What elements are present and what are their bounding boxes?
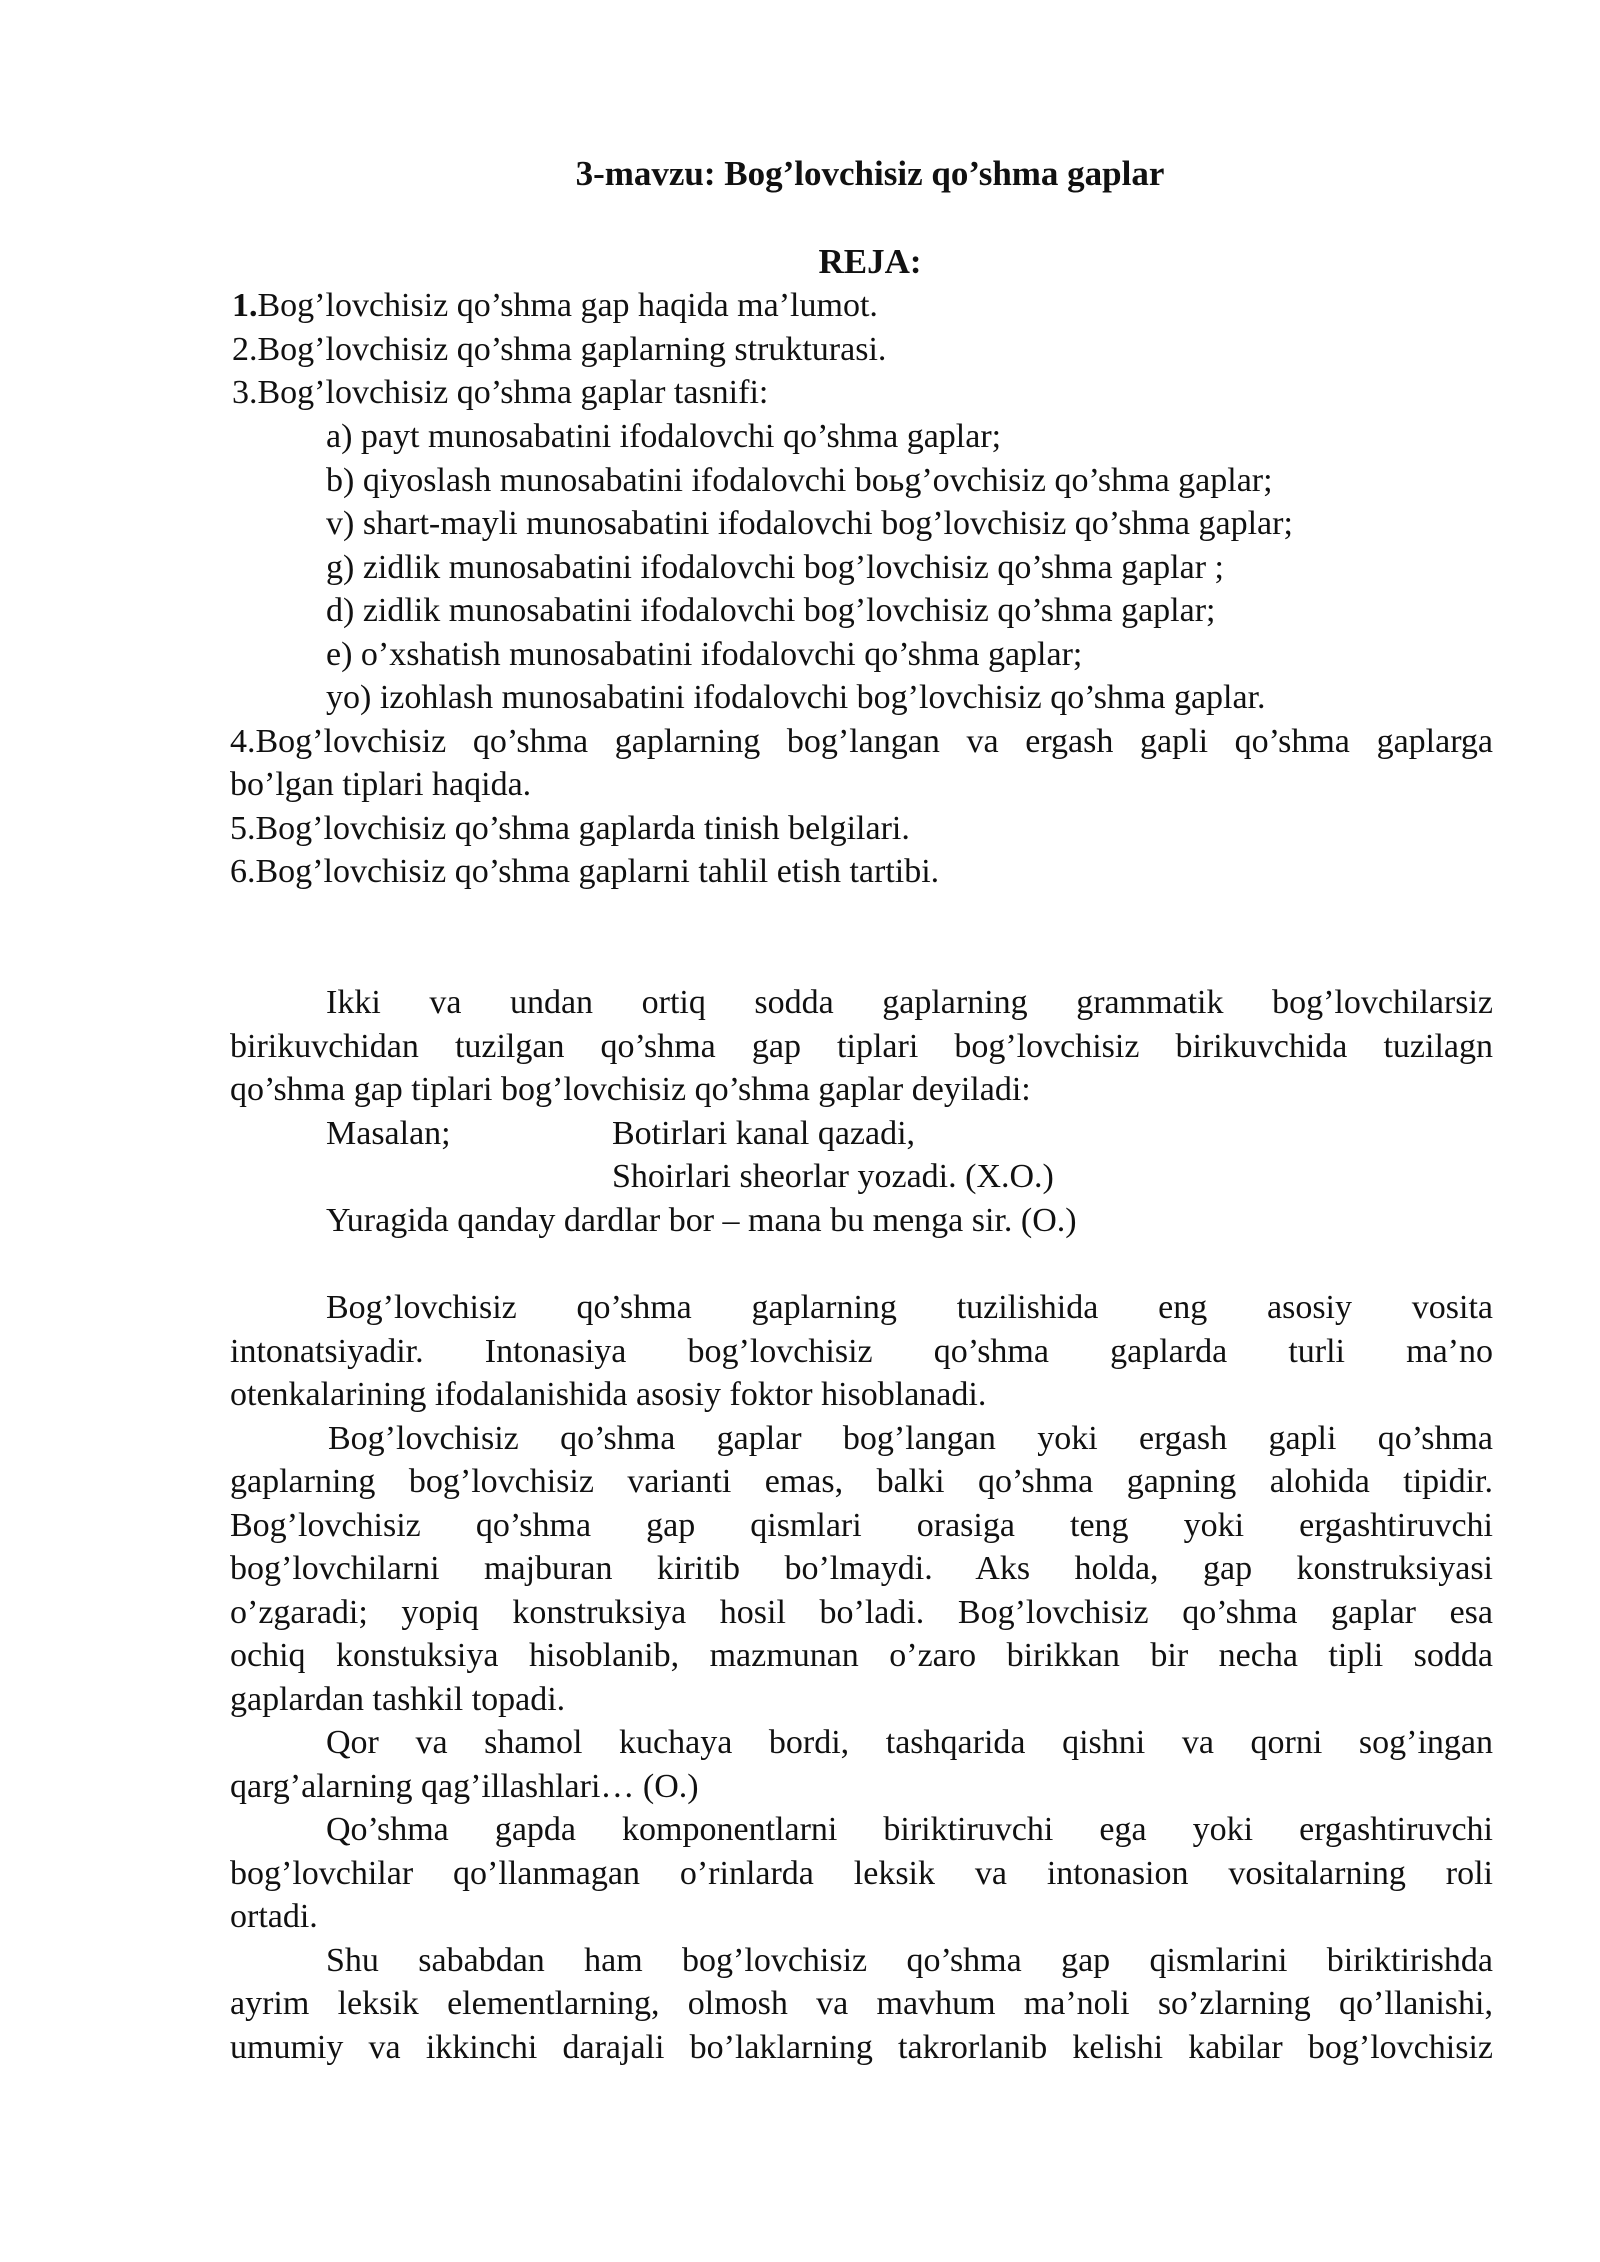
plan-item-1-text: Bog’lovchisiz qo’shma gap haqida ma’lumot. xyxy=(257,287,878,324)
plan-subitem: b) qiyoslash munosabatini ifodalovchi boьg’ovchisiz qo’shma gaplar; xyxy=(326,462,1273,499)
paragraph-line: ayrim leksik elementlarning, olmosh va mavhum ma’noli so’zlarning qo’llanishi, xyxy=(230,1985,1493,2022)
paragraph-line: Bog’lovchisiz qo’shma gap qismlari orasiga teng yoki ergashtiruvchi xyxy=(230,1507,1493,1544)
paragraph-line: ochiq konstuksiya hisoblanib, mazmunan o’zaro birikkan bir necha tipli sodda xyxy=(230,1637,1493,1674)
paragraph-line: Ikki va undan ortiq sodda gaplarning grammatik bog’lovchilarsiz xyxy=(326,984,1493,1021)
plan-item-2: 2.Bog’lovchisiz qo’shma gaplarning strukturasi. xyxy=(232,331,887,368)
plan-item-3: 3.Bog’lovchisiz qo’shma gaplar tasnifi: xyxy=(232,374,769,411)
paragraph-line: intonatsiyadir. Intonasiya bog’lovchisiz qo’shma gaplarda turli ma’no xyxy=(230,1333,1493,1370)
plan-item-1 xyxy=(232,284,878,328)
paragraph-line: Qor va shamol kuchaya bordi, tashqarida qishni va qorni sog’ingan xyxy=(326,1724,1493,1761)
paragraph-line: bog’lovchilarni majburan kiritib bo’lmaydi. Aks holda, gap konstruksiyasi xyxy=(230,1550,1493,1587)
example-line: Shoirlari sheorlar yozadi. (X.O.) xyxy=(612,1158,1054,1195)
plan-heading: REJA: xyxy=(818,242,922,281)
paragraph-line: Qo’shma gapda komponentlarni biriktiruvchi ega yoki ergashtiruvchi xyxy=(326,1811,1493,1848)
paragraph-line: gaplardan tashkil topadi. xyxy=(230,1681,566,1718)
plan-subitem: d) zidlik munosabatini ifodalovchi bog’lovchisiz qo’shma gaplar; xyxy=(326,592,1216,629)
plan-subitem: e) o’xshatish munosabatini ifodalovchi qo’shma gaplar; xyxy=(326,636,1083,673)
paragraph-line: qo’shma gap tiplari bog’lovchisiz qo’shma gaplar deyiladi: xyxy=(230,1071,1031,1108)
plan-item-1-number: 1. xyxy=(232,287,258,324)
paragraph-line: Bog’lovchisiz qo’shma gaplarning tuzilishida eng asosiy vosita xyxy=(326,1289,1493,1326)
plan-subitem: a) payt munosabatini ifodalovchi qo’shma gaplar; xyxy=(326,418,1002,455)
example-line: Yuragida qanday dardlar bor – mana bu menga sir. (O.) xyxy=(326,1202,1077,1239)
plan-subitem: g) zidlik munosabatini ifodalovchi bog’lovchisiz qo’shma gaplar ; xyxy=(326,549,1224,586)
example-label: Masalan; xyxy=(326,1115,451,1152)
page-title: 3-mavzu: Bog’lovchisiz qo’shma gaplar xyxy=(575,154,1165,193)
paragraph-line: Bog’lovchisiz qo’shma gaplar bog’langan yoki ergash gapli qo’shma xyxy=(328,1420,1493,1457)
plan-subitem: yo) izohlash munosabatini ifodalovchi bog’lovchisiz qo’shma gaplar. xyxy=(326,679,1266,716)
paragraph-line: birikuvchidan tuzilgan qo’shma gap tiplari bog’lovchisiz birikuvchida tuzilagn xyxy=(230,1028,1493,1065)
plan-item-4-line-1: 4.Bog’lovchisiz qo’shma gaplarning bog’langan va ergash gapli qo’shma gaplarga xyxy=(230,723,1493,760)
paragraph-line: ortadi. xyxy=(230,1898,318,1935)
paragraph-line: o’zgaradi; yopiq konstruksiya hosil bo’ladi. Bog’lovchisiz qo’shma gaplar esa xyxy=(230,1594,1493,1631)
plan-item-4-line-2: bo’lgan tiplari haqida. xyxy=(230,766,532,803)
example-line: Botirlari kanal qazadi, xyxy=(612,1115,916,1152)
paragraph-line: otenkalarining ifodalanishida asosiy foktor hisoblanadi. xyxy=(230,1376,987,1413)
paragraph-line: Shu sababdan ham bog’lovchisiz qo’shma gap qismlarini biriktirishda xyxy=(326,1942,1493,1979)
plan-item-5: 5.Bog’lovchisiz qo’shma gaplarda tinish belgilari. xyxy=(230,810,910,847)
paragraph-line: umumiy va ikkinchi darajali bo’laklarning takrorlanib kelishi kabilar bog’lovchisiz xyxy=(230,2029,1493,2066)
paragraph-line: qarg’alarning qag’illashlari… (O.) xyxy=(230,1768,699,1805)
paragraph-line: bog’lovchilar qo’llanmagan o’rinlarda leksik va intonasion vositalarning roli xyxy=(230,1855,1493,1892)
paragraph-line: gaplarning bog’lovchisiz varianti emas, balki qo’shma gapning alohida tipidir. xyxy=(230,1463,1493,1500)
plan-subitem: v) shart-mayli munosabatini ifodalovchi bog’lovchisiz qo’shma gaplar; xyxy=(326,505,1293,542)
plan-item-6: 6.Bog’lovchisiz qo’shma gaplarni tahlil etish tartibi. xyxy=(230,853,940,890)
